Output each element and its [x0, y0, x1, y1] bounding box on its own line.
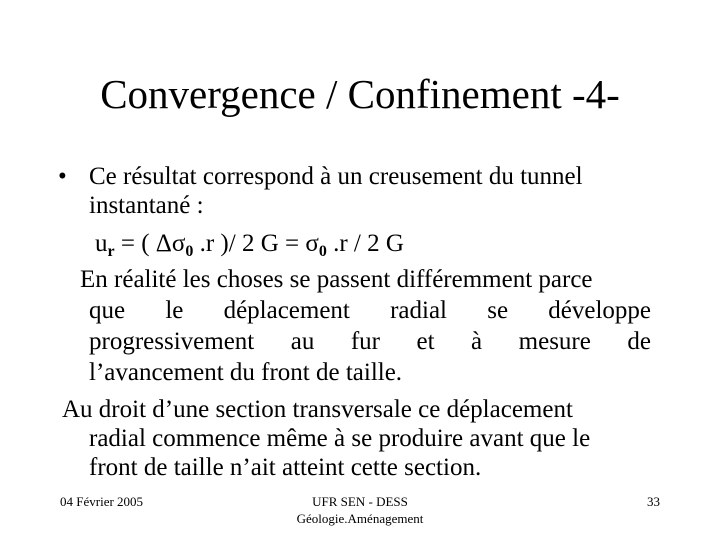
formula-subscript-r: r: [107, 243, 115, 260]
footer-center-line-2: Géologie.Aménagement: [296, 511, 424, 526]
paragraph-1-line-2: [89, 296, 651, 325]
paragraph-1-line-1: En réalité les choses se passent différemment parce: [80, 266, 593, 293]
bullet-marker: •: [58, 163, 67, 190]
bullet-line-1: Ce résultat correspond à un creusement du tunnel: [89, 163, 583, 190]
formula-part-4: .r / 2 G: [326, 230, 404, 257]
word: progressivement: [89, 328, 255, 355]
word: mesure: [518, 328, 591, 355]
word: fur: [350, 328, 380, 355]
formula: [95, 229, 404, 258]
footer-center-line-1: UFR SEN - DESS: [312, 494, 408, 509]
word: le: [165, 297, 184, 324]
word: se: [487, 297, 509, 324]
word: au: [290, 328, 315, 355]
paragraph-2-line-1: Au droit d’une section transversale ce déplacement: [62, 396, 573, 423]
word: de: [627, 328, 651, 355]
footer-center: [250, 493, 470, 527]
paragraph-2-line-2: radial commence même à se produire avant que le: [89, 425, 591, 452]
footer-date: 04 Février 2005: [60, 494, 144, 509]
formula-subscript-0a: 0: [185, 243, 194, 260]
word: développe: [548, 297, 651, 324]
paragraph-2-line-3: front de taille n’ait atteint cette section.: [89, 454, 482, 481]
word: déplacement: [223, 297, 350, 324]
footer-page-number: 33: [647, 494, 660, 509]
word: à: [471, 328, 483, 355]
formula-subscript-0b: 0: [318, 243, 327, 260]
bullet-line-2: instantané :: [89, 192, 204, 219]
word: que: [89, 297, 126, 324]
paragraph-1-line-3: [89, 327, 651, 356]
formula-part-3: .r )/ 2 G = σ: [193, 230, 319, 257]
word: radial: [390, 297, 448, 324]
slide-title: Convergence / Confinement -4-: [100, 71, 620, 117]
formula-part-1: u: [95, 230, 108, 257]
paragraph-1-line-4: l’avancement du front de taille.: [89, 359, 403, 386]
word: et: [416, 328, 435, 355]
formula-part-2: = ( Δσ: [114, 230, 186, 257]
